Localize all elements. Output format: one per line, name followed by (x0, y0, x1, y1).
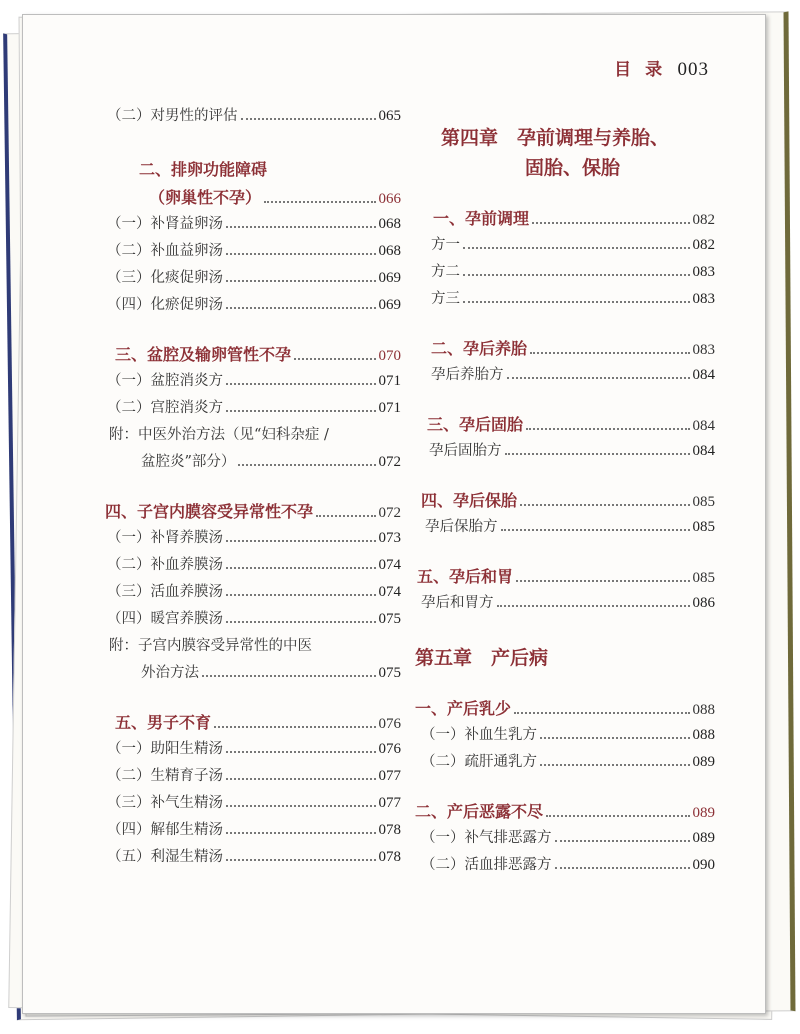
leader-dots (241, 118, 376, 120)
section-heading-entry[interactable]: 二、孕后养胎 083 (431, 339, 715, 358)
toc-entry[interactable]: （四）暖宫养膜汤 075 (107, 611, 401, 627)
toc-entry[interactable]: 方一 082 (431, 237, 715, 253)
toc-entry[interactable]: 外治方法 075 (141, 665, 401, 681)
toc-entry[interactable]: （一）补肾益卵汤 068 (107, 216, 401, 232)
chapter-heading-cont: 固胎、保胎 (525, 157, 621, 179)
toc-entry[interactable]: （一）盆腔消炎方 071 (107, 373, 401, 389)
toc-entry[interactable]: （一）补气排恶露方 089 (421, 830, 715, 846)
toc-entry[interactable]: （二）生精育子汤 077 (107, 768, 401, 784)
toc-entry[interactable]: （四）解郁生精汤 078 (107, 822, 401, 838)
toc-left-column (101, 103, 401, 871)
appendix-note: 附：中医外治方法（见“妇科杂症 / (109, 427, 329, 443)
toc-right-column (415, 123, 715, 879)
leader-dots (264, 201, 375, 203)
section-heading-entry[interactable]: 四、孕后保胎 085 (421, 491, 715, 510)
toc-entry[interactable]: （四）化瘀促卵汤 069 (107, 297, 401, 313)
toc-page (22, 14, 766, 1014)
toc-entry[interactable]: （二）对男性的评估 065 (107, 108, 401, 124)
section-heading-entry[interactable]: 一、产后乳少 088 (415, 699, 715, 718)
header-label: 目 录 (614, 60, 667, 80)
toc-entry[interactable]: （二）宫腔消炎方 071 (107, 400, 401, 416)
toc-entry[interactable]: （二）补血养膜汤 074 (107, 557, 401, 573)
toc-entry[interactable]: 孕后固胎方 084 (429, 443, 715, 459)
toc-entry[interactable]: 孕后保胎方 085 (425, 519, 715, 535)
chapter-heading[interactable]: 第四章 孕前调理与养胎、 (441, 127, 670, 149)
section-heading-entry[interactable]: 三、盆腔及输卵管性不孕 070 (115, 345, 401, 364)
toc-entry[interactable]: （三）补气生精汤 077 (107, 795, 401, 811)
header-page-number: 003 (677, 59, 709, 80)
section-heading-entry[interactable]: 二、产后恶露不尽 089 (415, 802, 715, 821)
toc-entry[interactable]: （二）活血排恶露方 090 (421, 857, 715, 873)
toc-entry[interactable]: （二）疏肝通乳方 089 (421, 754, 715, 770)
section-heading-entry[interactable]: 五、孕后和胃 085 (417, 567, 715, 586)
toc-entry[interactable]: （三）活血养膜汤 074 (107, 584, 401, 600)
toc-entry[interactable]: （三）化痰促卵汤 069 (107, 270, 401, 286)
section-heading-entry[interactable]: 一、孕前调理 082 (433, 209, 715, 228)
appendix-note: 附：子宫内膜容受异常性的中医 (109, 638, 312, 654)
toc-entry[interactable]: （一）补血生乳方 088 (421, 727, 715, 743)
section-heading-entry[interactable]: 四、子宫内膜容受异常性不孕 072 (105, 502, 401, 521)
toc-entry[interactable]: （一）助阳生精汤 076 (107, 741, 401, 757)
section-heading[interactable]: 二、排卵功能障碍 (139, 160, 268, 179)
toc-entry[interactable]: （二）补血益卵汤 068 (107, 243, 401, 259)
chapter-heading[interactable]: 第五章 产后病 (415, 647, 549, 669)
toc-entry[interactable]: 方三 083 (431, 291, 715, 307)
running-header (614, 55, 709, 81)
section-heading-entry[interactable]: 五、男子不育 076 (115, 713, 401, 732)
section-heading-entry[interactable]: （卵巢性不孕） 066 (149, 188, 401, 207)
section-heading-entry[interactable]: 三、孕后固胎 084 (427, 415, 715, 434)
toc-entry[interactable]: （五）利湿生精汤 078 (107, 849, 401, 865)
toc-entry[interactable]: 孕后和胃方 086 (421, 595, 715, 611)
toc-entry[interactable]: （一）补肾养膜汤 073 (107, 530, 401, 546)
toc-entry[interactable]: 方二 083 (431, 264, 715, 280)
toc-entry[interactable]: 孕后养胎方 084 (431, 367, 715, 383)
toc-entry[interactable]: 盆腔炎”部分） 072 (141, 454, 401, 470)
